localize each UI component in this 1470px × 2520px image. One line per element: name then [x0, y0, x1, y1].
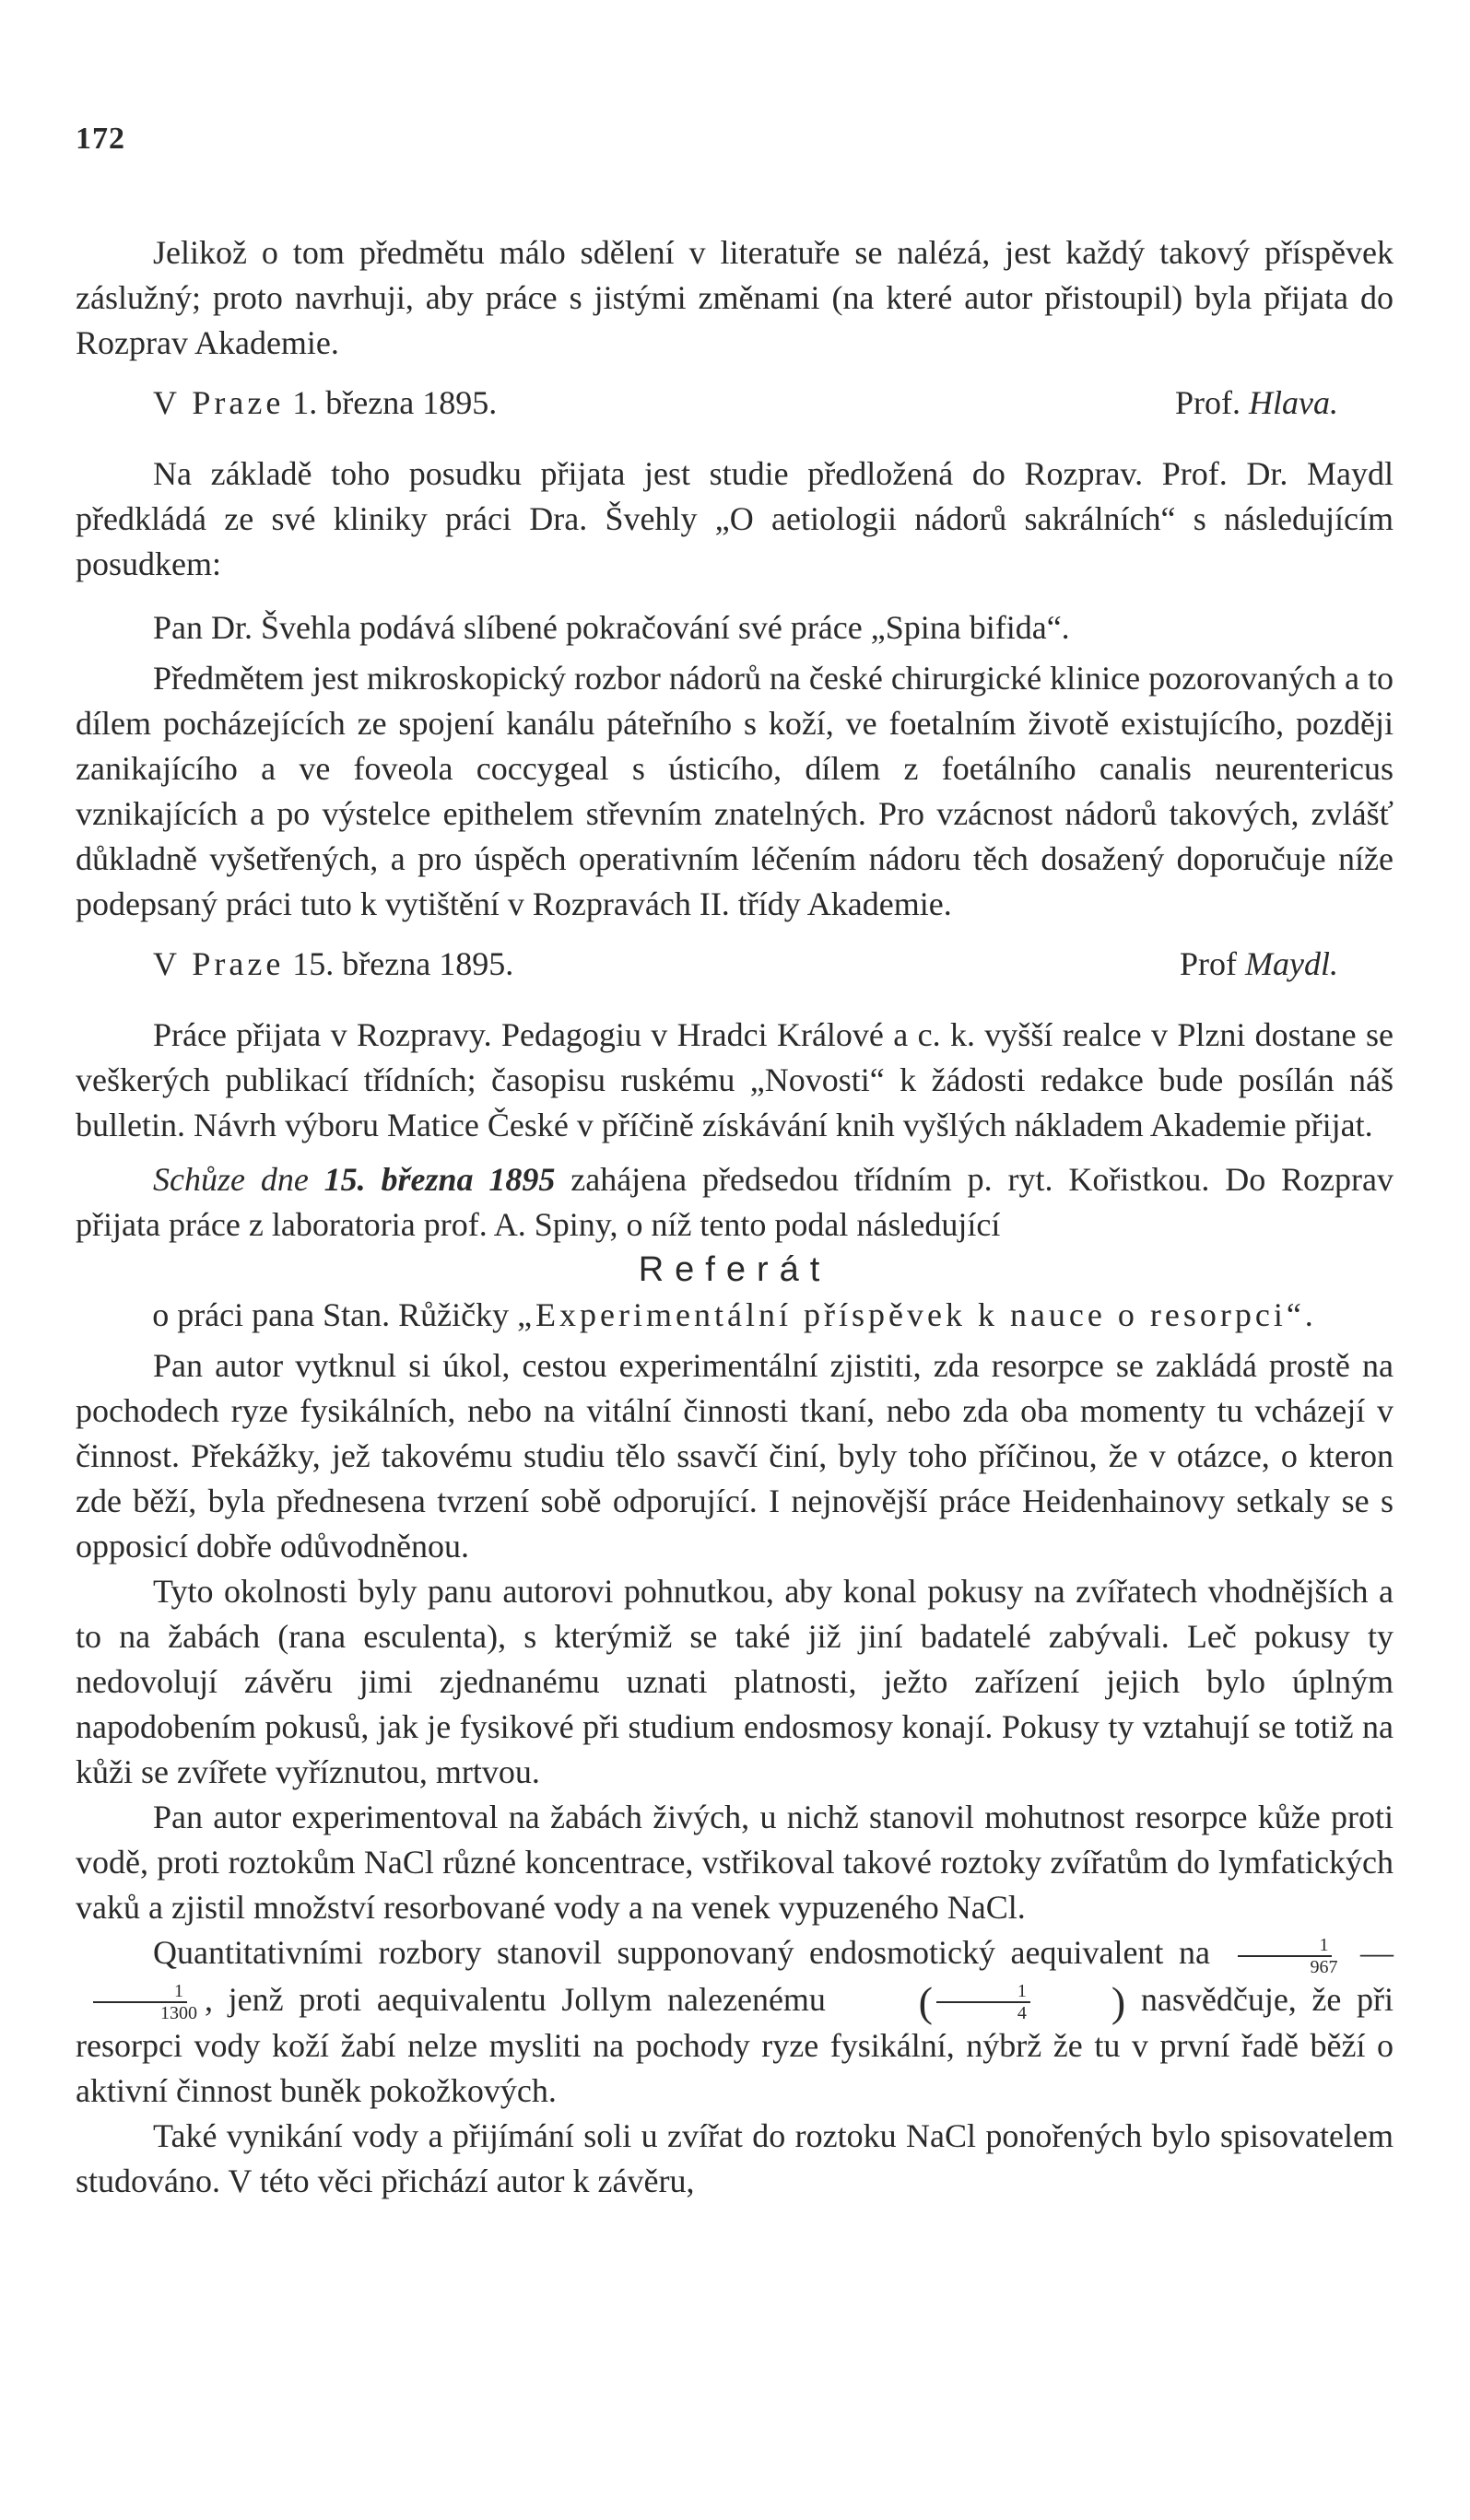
paragraph-living-frogs: Pan autor experimentoval na žabách živých, u nichž stanovil mohutnost resorpce kůže proti vodě, proti roztokům NaCl různé koncentrace, vstřikoval takové roztoky zvířatům do lymfatických vaků a zjistil množství resorbované vody a na venek vypuzeného NaCl.	[76, 1799, 1394, 1926]
fraction-1-1300: $\frac{1}{1300}$	[79, 1981, 201, 2023]
fraction-1-967: $\frac{1}{967}$	[1229, 1935, 1341, 1977]
referat-work-title: „Experimentální příspěvek k nauce o resorpci“.	[517, 1296, 1317, 1333]
referat-prefix: o práci pana Stan. Růžičky	[152, 1296, 510, 1333]
paragraph-maydl-intro: Na základě toho posudku přijata jest studie předložená do Rozprav. Prof. Dr. Maydl předkládá ze své kliniky práci Dra. Švehly „O aetiologii nádorů sakrálních“ s následujícím posudkem:	[76, 455, 1394, 582]
paragraph-referat-subject	[76, 1293, 1394, 1338]
paragraph-session	[76, 1157, 1394, 1248]
paragraph-review-hlava: Jelikož o tom předmětu málo sdělení v literatuře se nalézá, jest každý takový příspěvek záslužný; proto navrhuji, aby práce s jistými změnami (na které autor přistoupil) byla přijata do Rozprav Akademie.	[76, 234, 1394, 361]
signature-date: 1. března 1895.	[292, 384, 498, 421]
referat-heading: Referát	[638, 1250, 831, 1289]
paragraph-tumor-analysis: Předmětem jest mikroskopický rozbor nádorů na české chirurgické klinice pozorovaných a to dílem pocházejících ze spojení kanálu páteřního s koží, ve foetalním životě existujícího, později zanikajícího a ve foveola coccygeal s ústicího, dílem z foetálního canalis neurentericus vznikajících a po výstelce epithelem střevním znatelných. Pro vzácnost nádorů takových, zvlášť důkladně vyšetřených, a pro úspěch operativním léčením nádoru těch dosažený doporučuje níže podepsaný práci tuto k vytištění v Rozpravách II. třídy Akademie.	[76, 660, 1394, 922]
paragraph-quantitative: Quantitativními rozbory stanovil supponovaný endosmotický aequivalent na $\frac{1}{967}$ — $\frac{1}{1300}$ , jenž proti aequivalentu Jollym nalezenému ( $\frac{1}{4}$ ) nasvědčuje, že při resorpci vody koží žabí nelze mysliti na pochody ryze fysikální, nýbrž že tu v první řadě běží o aktivní činnost buněk pokožkových.	[76, 1934, 1394, 2110]
signature-date: 15. března 1895.	[292, 945, 514, 982]
paragraph-frog-experiments: Tyto okolnosti byly panu autorovi pohnutkou, aby konal pokusy na zvířatech vhodnějších a to na žabách (rana esculenta), s kterýmiž se také již jiní badatelé zabývali. Leč pokusy ty nedovolují závěru jimi zjednanému uznati platnosti, ježto zařízení jejich bylo úplným napodobením pokusů, jak je fysikové při studium endosmosy konají. Pokusy ty vztahují se totiž na kůži se zvířete vyříznutou, mrtvou.	[76, 1573, 1394, 1790]
signature-title: Prof.	[1175, 384, 1241, 421]
signature-place: V Praze	[153, 945, 285, 982]
paragraph-water-excretion: Také vynikání vody a přijímání soli u zvířat do roztoku NaCl ponořených bylo spisovatelem studováno. V této věci přichází autor k závěru,	[76, 2117, 1394, 2200]
signature-line-hlava	[76, 381, 1394, 426]
signature-title: Prof	[1180, 945, 1238, 982]
session-label: Schůze dne	[153, 1161, 309, 1198]
paragraph-publications: Práce přijata v Rozpravy. Pedagogiu v Hradci Králové a c. k. vyšší realce v Plzni dostane se veškerých publikací třídních; časopisu ruskému „Novosti“ k žádosti redakce bude posílán náš bulletin. Návrh výboru Matice České v příčině získávání knih vyšlých nákladem Akademie přijat.	[76, 1016, 1394, 1143]
session-date: 15. března 1895	[323, 1161, 556, 1198]
fraction-1-4: ( $\frac{1}{4}$ )	[918, 1978, 1126, 2026]
session-text: zahájena předsedou třídním p. ryt. Kořistkou. Do Rozprav přijata práce z laboratoria prof. A. Spiny, o níž tento podal následující	[76, 1161, 1394, 1243]
signature-name: Hlava.	[1249, 384, 1338, 421]
signature-line-maydl	[76, 942, 1394, 987]
page-number: 172	[76, 122, 125, 156]
signature-name: Maydl.	[1245, 945, 1338, 982]
body-text	[76, 230, 1394, 2204]
paragraph-resorption-aim: Pan autor vytknul si úkol, cestou experimentální zjistiti, zda resorpce se zakládá prostě na pochodech ryze fysikálních, nebo na vitální činnosti tkaní, nebo zda oba momenty tu vcházejí v činnost. Překážky, jež takovému studiu tělo ssavčí činí, byly toho příčinou, že v otázce, o kteron zde běží, byla přednesena tvrzení sobě odporující. I nejnovější práce Heidenhainovy setkaly se s opposicí dobře odůvodněnou.	[76, 1347, 1394, 1565]
paragraph-svehla: Pan Dr. Švehla podává slíbené pokračování své práce „Spina bifida“.	[153, 609, 1070, 646]
signature-place: V Praze	[153, 384, 285, 421]
